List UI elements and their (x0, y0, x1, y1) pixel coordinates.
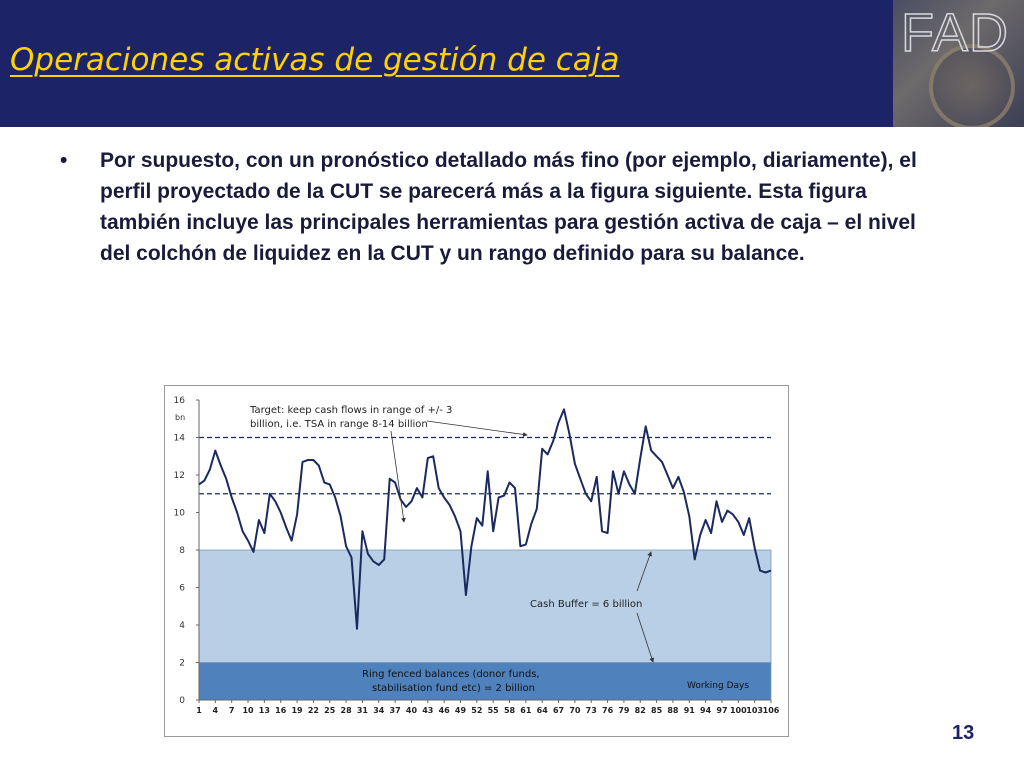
y-tick-label: 10 (173, 508, 185, 519)
x-tick-label: 16 (275, 706, 287, 715)
y-tick-label: 12 (173, 471, 185, 481)
ring-fenced-label-line2: stabilisation fund etc) = 2 billion (372, 683, 536, 694)
x-tick-label: 55 (487, 706, 499, 715)
fad-logo (893, 0, 1024, 127)
x-tick-label: 67 (552, 706, 565, 715)
x-tick-label: 1 (196, 706, 202, 715)
arrow-to-line-dip (391, 431, 404, 522)
x-tick-label: 13 (258, 706, 270, 715)
x-tick-label: 22 (307, 706, 319, 715)
x-tick-label: 34 (373, 706, 385, 715)
x-tick-label: 25 (324, 706, 336, 715)
x-tick-label: 103 (746, 706, 764, 715)
logo-text: FAD (901, 3, 1010, 63)
x-tick-label: 7 (228, 706, 235, 715)
y-tick-label: 16 (173, 396, 185, 406)
x-tick-label: 106 (762, 706, 780, 715)
x-tick-label: 79 (618, 706, 630, 715)
cash-buffer-label: Cash Buffer = 6 billion (530, 599, 643, 610)
y-tick-label: 2 (179, 658, 185, 669)
x-tick-label: 49 (454, 706, 467, 715)
x-tick-label: 97 (716, 706, 728, 715)
target-annotation-line2: billion, i.e. TSA in range 8-14 billion (250, 419, 428, 430)
chart-frame (164, 385, 789, 737)
x-tick-label: 100 (729, 706, 747, 715)
y-tick-label: 6 (179, 583, 185, 594)
y-tick-label: 0 (179, 696, 185, 706)
target-annotation-line1: Target: keep cash flows in range of +/- 3 (250, 405, 453, 416)
bullet-text: Por supuesto, con un pronóstico detallado más fino (por ejemplo, diariamente), el perfil proyectado de la CUT se parecerá más a la figura siguiente. Esta figura también incluye las principales herramientas para gestión activa de caja – el nivel del colchón de liquidez en la CUT y un rango definido para su balance. (100, 149, 917, 265)
x-tick-label: 43 (422, 706, 434, 715)
x-tick-label: 58 (503, 706, 516, 715)
x-tick-label: 4 (212, 706, 219, 715)
x-tick-label: 91 (683, 706, 695, 715)
x-tick-label: 10 (242, 706, 254, 715)
arrow-to-upper-line (427, 421, 527, 435)
y-tick-label: 4 (179, 621, 185, 631)
x-tick-label: 61 (520, 706, 532, 715)
ring-fenced-label-line1: Ring fenced balances (donor funds, (362, 669, 540, 680)
x-tick-label: 31 (356, 706, 368, 715)
x-tick-label: 19 (291, 706, 303, 715)
x-tick-label: 52 (471, 706, 483, 715)
y-tick-label: 8 (179, 546, 185, 556)
x-tick-label: 94 (700, 706, 712, 715)
x-tick-label: 85 (651, 706, 663, 715)
x-tick-label: 46 (438, 706, 450, 715)
x-tick-label: 82 (634, 706, 646, 715)
working-days-label: Working Days (687, 681, 750, 691)
x-tick-label: 28 (340, 706, 352, 715)
page-number: 13 (952, 722, 975, 744)
x-tick-label: 37 (389, 706, 401, 715)
unit-label: bn (175, 413, 186, 422)
x-tick-label: 64 (536, 706, 548, 715)
x-tick-label: 40 (405, 706, 418, 715)
x-tick-label: 73 (585, 706, 597, 715)
y-tick-label: 14 (173, 433, 185, 444)
slide-title: Operaciones activas de gestión de caja (10, 42, 620, 78)
header-bar (0, 0, 1024, 127)
x-tick-label: 88 (667, 706, 679, 715)
bullet-icon: • (60, 149, 68, 172)
x-tick-label: 70 (569, 706, 581, 715)
tsa-balance-chart (165, 386, 788, 736)
x-tick-label: 76 (602, 706, 614, 715)
band-0 (199, 550, 771, 663)
